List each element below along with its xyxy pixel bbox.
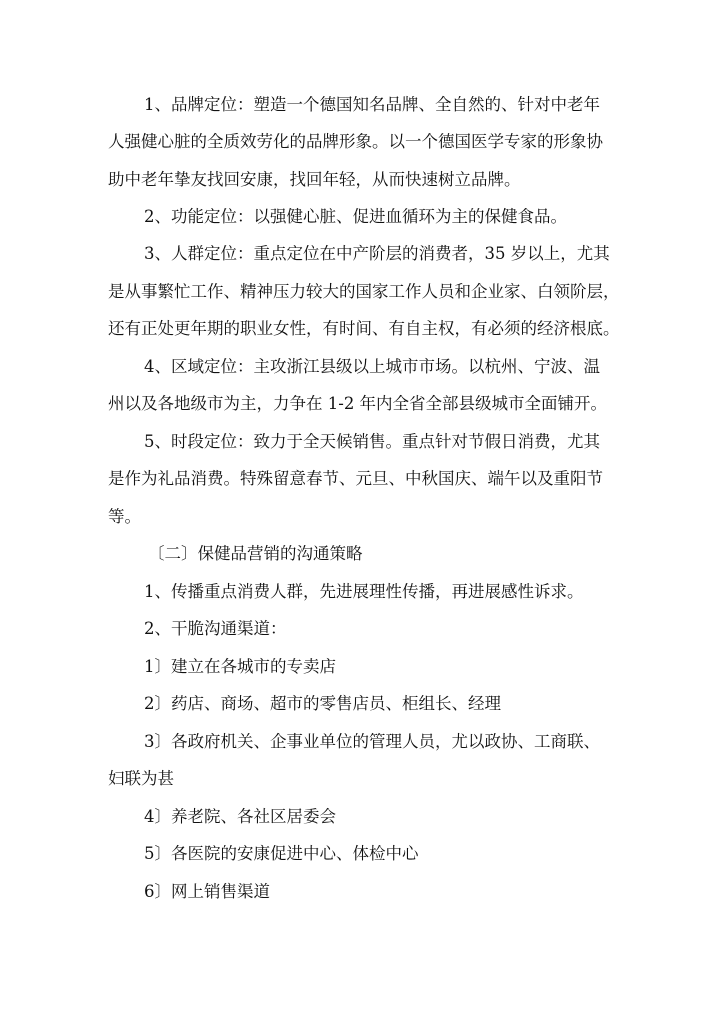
text-line: 4、区域定位：主攻浙江县级以上城市市场。以杭州、宁波、温: [144, 357, 600, 376]
text-line: 还有正处更年期的职业女性，有时间、有自主权，有必须的经济根底。: [108, 319, 620, 338]
text-line: 人强健心脏的全质效劳化的品牌形象。以一个德国医学专家的形象协: [108, 132, 603, 151]
list-item: 6〕网上销售渠道: [144, 882, 270, 901]
text-line: 等。: [108, 507, 141, 526]
text-line: 1、品牌定位：塑造一个德国知名品牌、全自然的、针对中老年: [144, 95, 600, 114]
list-item: 1〕建立在各城市的专卖店: [144, 657, 336, 676]
list-item: 3〕各政府机关、企事业单位的管理人员，尤以政协、工商联、: [144, 732, 600, 751]
text-line: 2、功能定位：以强健心脏、促进血循环为主的保健食品。: [144, 207, 567, 226]
section-heading: 〔二〕保健品营销的沟通策略: [148, 544, 363, 563]
list-item: 2〕药店、商场、超市的零售店员、柜组长、经理: [144, 694, 501, 713]
list-item-continuation: 妇联为甚: [108, 769, 174, 788]
text-line: 州以及各地级市为主，力争在 1-2 年内全省全部县级城市全面铺开。: [108, 394, 608, 413]
text-line: 是作为礼品消费。特殊留意春节、元旦、中秋国庆、端午以及重阳节: [108, 469, 603, 488]
text-line: 1、传播重点消费人群，先进展理性传播，再进展感性诉求。: [144, 582, 584, 601]
text-line: 是从事繁忙工作、精神压力较大的国家工作人员和企业家、白领阶层，: [108, 282, 620, 301]
text-line: 2、干脆沟通渠道：: [144, 619, 287, 638]
text-line: 5、时段定位：致力于全天候销售。重点针对节假日消费，尤其: [144, 432, 600, 451]
list-item: 4〕养老院、各社区居委会: [144, 807, 336, 826]
text-line: 3、人群定位：重点定位在中产阶层的消费者，35 岁以上，尤其: [144, 244, 610, 263]
list-item: 5〕各医院的安康促进中心、体检中心: [144, 844, 419, 863]
text-line: 助中老年挚友找回安康，找回年轻，从而快速树立品牌。: [108, 170, 521, 189]
